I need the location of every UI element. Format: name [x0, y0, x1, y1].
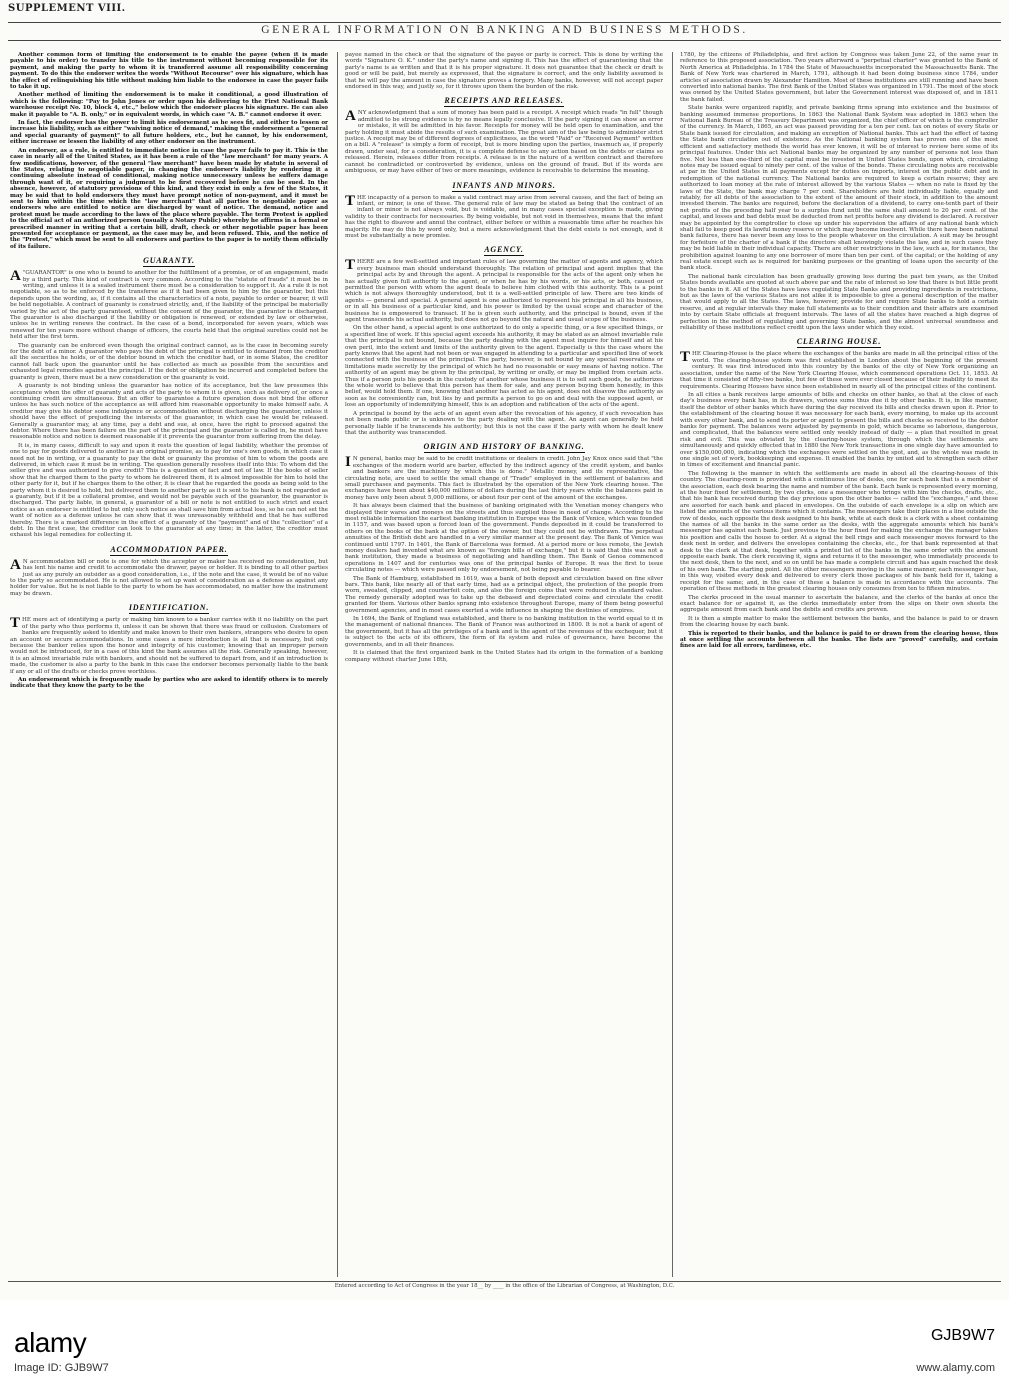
paragraph-text: A principal is bound by the acts of an agent even after the revocation of his agency, if such revocation has not been made public or is unknown to the party dealing with the agent. An agent can generally be held personally liable if he transcends his authority; but this is not the case if the party with whom he dealt knew that the authority was transcended. [345, 410, 663, 436]
paragraph-text: HE mere act of identifying a party or making him known to a banker carries with it no liability on the part of the party who thus performs it, unless it can be shown that there was fraud or collusion. Customers of banks are frequently asked to identify and make known to their own bankers, strangers who desire to open an account or secure accommodations. In some cases a mere introduction is all that is necessary, but only because the banker relies upon the honor and integrity of his customer, knowing that an improper person would not be introduced, for in a case of this kind the bank assumes all the risk. Generally speaking, however, it is an almost invariable rule with bankers, and should not be suffered to depart from, and if an introduction is made, the customer is also a party to the bank in this case the endorser becomes personally liable to the bank if any or all of the drafts or checks prove worthless. [10, 617, 328, 675]
body-paragraph [10, 443, 328, 539]
paragraph-text: The following is the manner in which the settlements are made in about all the clearing-houses of this country. The clearing-room is provided with a continuous line of desks, one for each bank that is a member of the association, each desk bearing the name and number of the bank. Each bank is represented every morning, at the hour fixed for settlement, by two clerks, one a messenger who brings with him the checks, drafts, etc., that his bank has received during the day previous upon the other banks — called the "exchanges," and these are assorted for each bank and placed in envelopes. On the outside of each envelope is a slip on which are listed the amounts of the various items which it contains. The messengers take their places in a line outside the row of desks, each opposite the desk assigned to his bank, while at each desk is a clerk with a sheet containing the names of all the banks in the same order as the desks, with the aggregate amounts which his bank's messenger has against each bank. Just previous to the hour fixed for making the exchange the manager takes his position and calls the house to order. At a signal the bell rings and each messenger moves forward to the desk next in order, and delivers the envelopes containing the checks, etc., for that bank represented at that desk to the clerk at that desk, together with a printed list of the banks in the same order with the amount opposite each bank. The clerk receiving it, signs and returns it to the messenger, who immediately proceeds to the next desk, then to the next, and so on until he has made a complete circuit and has again reached the desk of his own bank. The starting point. All the other messengers moving in the same manner, each messenger has, in this way, visited every desk and delivered to every clerk those packages of his bank held for it, taking a receipt for the same; and, in the case of these a balance is made in accordance with the accounts. The operation of these methods in the greatest clearing houses only consumes from ten to fifteen minutes. [680, 470, 998, 593]
section-heading [10, 256, 328, 265]
paragraph-text: The national bank circulation has been gradually growing less during the past ten years, as the United States bonds available are quoted at such above par and the rate of interest so low that there is but little profit to the banks in it. All of the States have laws regulating State Banks and providing ingredients in restrictions, but as the laws of the various States are not alike it is impossible to give a general description of the matter that would apply to all the States. The laws, however, provide for and require State banks to hold a certain reserve, and at regular intervals they make full statements as to their condition and their affairs are examined into by certain State officials at frequent intervals. The laws of all the states have reached a high degree of perfection in the method of regulating and governing State banks, and the almost universal soundness and reliability of these institutions reflect credit upon the laws under which they exist. [680, 273, 998, 332]
section-heading-text: RECEIPTS AND RELEASES. [444, 96, 564, 106]
drop-initial: A [10, 556, 21, 573]
section-heading [10, 545, 328, 554]
masthead [8, 14, 1001, 50]
section-heading-text: AGENCY. [484, 245, 524, 255]
paragraph-text: On the other hand, a special agent is one authorized to do only a specific thing, or a few specified things, or a specified line of work. If this special agent exceeds his authority, it may be stated as an almost invariable rule that the principal is not bound, because the party dealing with the agent must inquire for himself and at his own peril, into the extent and limits of the authority given to the agent. Especially is this the case where the party knows that the agent had not been or was engaged in attending to a particular and specified line of work connected with the business of the principal. The party, however, is not bound by any special reservations or limitations made secretly by the principal of which he had no reasonable or easy means of having notice. The authority of an agent may be given by the principal, by writing or orally, or may be implied from certain acts. Thus if a person puts his goods in the custody of another whose business it is to sell such goods, he authorizes the whole world to believe that this person has them for sale, and any person buying them honestly, in this belief, would hold them. If one, knowing that another has acted as his agent, does not disavow the authority as soon as he conveniently can, but lies by and permits a person to go on and deal with the supposed agent, or lose an opportunity of indemnifying himself, this is an adoption and ratification of the acts of the agent. [345, 325, 663, 409]
masthead-top-rule [8, 22, 1001, 23]
drop-initial: A [10, 268, 21, 285]
section-heading-text: IDENTIFICATION. [128, 603, 210, 613]
drop-initial: T [10, 615, 21, 632]
paragraph-text: It is claimed that the first organized bank in the United States had its origin in the formation of a banking company without charter June 18th, [345, 650, 663, 663]
section-heading-text: ACCOMMODATION PAPER. [110, 544, 228, 554]
body-paragraph [10, 617, 328, 675]
page-title-text: GENERAL INFORMATION ON BANKING AND BUSINESS METHODS. [253, 24, 755, 36]
paragraph-text: It is then a simple matter to make the settlement between the banks, and the balance is paid to or drawn from the clearing house by each bank. [680, 615, 998, 629]
paragraph-text: Another method of limiting the endorsement is to make it conditional, a good illustration of which is the following: "Pay to John Jones or order upon his delivering to the First National Bank warehouse receipt No. 10, block 4, etc.," below which the endorser places his signature. He can also make it payable to "A. B. only," or in equivalent words, in which case "A. B." cannot endorse it over. [10, 92, 328, 118]
body-paragraph [680, 595, 998, 614]
drop-initial: I [345, 454, 351, 471]
body-paragraph [345, 325, 663, 408]
body-paragraph [10, 677, 328, 690]
paragraph-text: An endorsement which is frequently made by parties who are asked to identify others is to merely indicate that they know the party to be the [10, 676, 328, 690]
copyright-footer: Entered according to Act of Congress in the year 18__ by ____ in the office of the Librarian of Congress, at Washington, D.C. [334, 1283, 675, 1289]
section-heading [10, 603, 328, 612]
column-divider-2 [672, 52, 673, 1277]
body-paragraph [10, 148, 328, 251]
watermark-image-id: GJB9W7 [930, 1327, 995, 1344]
body-paragraph [345, 503, 663, 573]
body-paragraph [680, 631, 998, 650]
body-paragraph [680, 274, 998, 332]
paragraph-text: NY acknowledgment that a sum of money has been paid is a receipt. A receipt which reads "in full" though admitted to be strong evidence is by no means legally conclusive. If the party signing it can show an error or mistake, it will be admitted in his favor. Receipts for money will be held open to examination, and the party holding it must abide the results of such examination. The great aim of the law being to administer strict justice. A receipt may be of different degrees of explicitness, as the word "Paid" or "Received Payment" written on a bill. A "release" is simply a form of receipt, but is more binding upon the parties, inasmuch as, if properly drawn, under seal, for a consideration, it is a complete defense to any action based on the debts or claims so released. Herein, releases differ from receipts. A release is in the nature of a written contract and therefore cannot be contradicted or controverted by evidence, unless on the ground of fraud. But if its words are ambiguous, or may have either of two or more meanings, evidence is receivable to determine the meaning. [345, 110, 663, 175]
section-heading [345, 181, 663, 190]
paragraph-text: In 1694, the Bank of England was established, and there is no banking institution in the world equal to it in the management of national finances. The Bank of France was authorized in 1800. It is not a bank of agent of the government, but it has all the privileges of a bank and is the agent of the revenues of the exchequer, but it is subject to the acts of its officers, the form of its system and rules of governance, have become the governments, and in all their finances. [345, 616, 663, 648]
paragraph-text: "GUARANTOR" is one who is bound to another for the fulfillment of a promise, or of an engagement, made by a third party. This kind of contract is very common. According to the "statute of frauds" it must be in writing, and unless it is a sealed instrument there must be a consideration to support it. As a rule it is not negotiable, so as to be enforced by the transferee as if it had been given to him by the guarantor, but this depends upon the wording, as, if it contains all the characteristics of a note, payable to order or bearer, it will be held negotiable. A contract of guaranty is construed strictly, and, if the liability of the principal be materially varied by the act of the party guaranteed, without the consent of the guarantor, the guarantor is discharged. The guarantor is also discharged if the liability or obligation is renewed, or extended by law or otherwise, unless he in writing renews the contract. In the case of a bond, incorporated for seven years, which was renewed for ten years more without change of officers, the courts held that the original sureties could not be held after the first term. [10, 270, 328, 341]
page-title [8, 24, 1001, 36]
paragraph-text: In all cities a bank receives large amounts of bills and checks on other banks, so that at the close of each day's business every bank has, in its drawers, various sums thus due it by other banks. It is, in like manner, itself the debtor of other banks which have during the day received its bills and checks drawn upon it. Prior to the establishment of the clearing house it was necessary for each bank, every morning, to make up its account with every other bank, and to send its porter or agent to present the bills and checks so received to the debtor banks for payment. The balances were adjusted by payments in gold, which became so laborious, dangerous, and complicated, that the balances were settled only weekly instead of daily — a plan that resulted in great risk and evil. This was obviated by the clearing-house system, through which the settlements are simultaneously and quickly effected that in 1880 the New York transactions in one single day have amounted to over $150,000,000, indicating which the exchanges were settled on the spot, and, as the whole was made in one single set of work, bookkeeping and expense. It enabled the banks by united aid to strengthen each other in times of excitement and financial panic. [680, 391, 998, 469]
paragraph-text: The guaranty can be enforced even though the original contract cannot, as is the case in becoming surety for the debt of a minor. A guarantor who pays the debt of the principal is entitled to demand from the creditor all the securities he holds, or of the debtor bound in which the creditor had, or in some States, the creditor cannot fall back upon the guarantor until he has collected as much as possible from the securities and exhausted legal remedies against the principal. If the debt or obligation be incurred and completed before the guaranty is given, there must be a new consideration or the guaranty is void. [10, 342, 328, 381]
watermark-band [0, 1300, 1009, 1390]
body-paragraph [10, 556, 328, 597]
watermark-logo: alamy [14, 1327, 87, 1358]
paragraph-text: The Bank of Hamburg, established in 1619, was a bank of both deposit and circulation based on fine silver bars. This bank, like nearly all of that early time, had as a principal object, the protection of the people from worn, sweated, clipped, and counterfeit coin, and also the foreign coins that were reduced in standard value. The remedy generally adopted was to take up the debased and depreciated coins and circulate the credit granted for them. Various other banks sprang into existence throughout Europe, many of them being powerful government agencies, and in most cases exerted a wide influence in shaping the destinies of empires. [345, 575, 663, 614]
body-paragraph [680, 351, 998, 389]
drop-initial: T [345, 257, 356, 274]
body-paragraph [10, 343, 328, 381]
watermark-image-id-label: Image ID: GJB9W7 [14, 1362, 109, 1374]
section-heading [345, 442, 663, 451]
paragraph-text: It has always been claimed that the business of banking originated with the Venetian money changers who displayed their wares and moneys on the streets and thus supplied those in need of change. According to the most reliable information the earliest banking institution in Europe was the Bank of Venice, which was founded in 1157, and was based upon a forced loan of the government. Funds deposited in it could be transferred to others on the books of the bank at the option of the owner, but they could not be withdrawn. The perpetual annuities of the British debt are handled in a very similar manner at the present day. The Bank of Venice was continued until 1797. In 1401, the Bank of Barcelona was formed. At a period more or less remote, the Jewish money dealers had invented what are known as "foreign bills of exchange," but it is said that this was not a bank institution, they made a business of negotiating and handling them. The Bank of Genoa commenced operations in 1407 and for centuries was one of the principal banks of Europe. It was the first to issue circulating notes — which were passed only by endorsement, not being payable to bearer. [345, 503, 663, 574]
paragraph-text: 1780, by the citizens of Philadelphia, and first action by Congress was taken June 22, of the same year in reference to this proposed association. Two years afterward a "perpetual charter" was granted to the Bank of North America at Philadelphia. In 1784 the State of Massachusetts incorporated the Massachusetts Bank. The Bank of New York was chartered in March, 1791, although it had been doing business since 1784, under articles of association drawn by Alexander Hamilton. Most of these institutions are still running and have been converted into national banks. The first Bank of the United States was organized in 1791. The most of the stock was owned by the United States government, but later the Government interest was disposed of, and in 1811 the bank failed. [680, 52, 998, 103]
body-paragraph [345, 259, 663, 323]
paragraph-text: It is, in many cases, difficult to say and upon it rests the question of legal liability, whether the promise of one to pay for goods delivered to another is an original promise, as to pay for one's own goods, in which case it need not be in writing, or a guaranty to pay the debt or guaranty the promise of him to whom the goods are delivered, in which case it must be in writing. The question generally resolves itself into this: To whom did the seller give and was authorized to give credit? This is a question of fact and not of law. If the books of seller show that he charged them to the party to whom he delivered them, it is almost impossible for him to hold the other party for it, but if he charges them to the other, it is clear that he regarded the goods as being sold to the party whom it is desired to hold, but delivered them to another party as it is sent to his bank is not regarded as a guaranty, but if it be a collateral promise, and would not be payable such of the guarantor, the guarantor is discharged. The party liable, in general, a guarantor of a bill or note is not entitled to such strict and exact notice as an endorser is entitled to but only such notice as shall save him from actual loss, so he can not set the want of notice as a defense unless he can show that it was unreasonably withheld and that he has suffered thereby. There is a marked difference in the effect of a guaranty of the "payment" and of the "collection" of a debt. In the first case, the creditor can look to the guarantor at any time; in the latter, the creditor must exhaust his legal remedies for collecting it. [10, 442, 328, 539]
paragraph-text: This is reported to their banks, and the balance is paid to or drawn from the clearing house, thus at once settling the accounts between all the banks. The lists are "proved" carefully, and certain fines are laid for all errors, tardiness, etc. [680, 630, 998, 650]
body-paragraph [345, 616, 663, 648]
body-paragraph [345, 650, 663, 663]
paragraph-text: HE Clearing-House is the place where the exchanges of the banks are made in all the principal cities of the world. The clearing-house system was first established in London about the beginning of the present century. It was first introduced into this country by the banks of the city of New York organizing an association, under the name of the New York Clearing House, which commenced operations Oct. 11, 1853. At that time it consisted of fifty-two banks, but few of these were ever closed because of their inability to meet its requirements. Clearing Houses have since been established in nearly all of the principal cities of the continent. [680, 351, 998, 390]
body-paragraph [10, 383, 328, 441]
paragraph-text: payee named in the check or that the signature of the payee or party is correct. This is done by writing the words "Signature O. K." under the party's name and signing it. This has the effect of guaranteeing that the party's name is as written and that it is his proper signature. It does not guarantee that the check or draft is good or will be paid, but merely as expressed, that the signature is correct, and the only liability assumed is that he will pay the amount in case the signature proves a forgery. Many banks, however, will not accept paper endorsed in this way, and justly so, for it throws upon them the burden of the risk. [345, 52, 663, 91]
body-paragraph [345, 576, 663, 614]
drop-initial: T [345, 192, 356, 209]
paragraph-text: N general, banks may be said to be credit institutions or dealers in credit. John Jay Knox once said that "the exchanges of the modern world are barter, effected by the indirect agency of the credit system, and banks and bankers are the machinery by which this is done." Metallic money, and its representative, the circulating note, are used to settle the small change of "Trade" employed in the settlement of balances and small purchases and payments. This fact is illustrated by the operation of the New York clearing house. The exchanges have been about $40,000 millions of dollars during the last thirty years while the balances paid in money have only been about 5,000 millions, or about four per cent of the amount of the exchanges. [345, 456, 663, 501]
column-1 [10, 52, 328, 1277]
body-paragraph [345, 192, 663, 240]
body-paragraph [10, 120, 328, 146]
article-columns [10, 52, 999, 1277]
paragraph-text: The clerks proceed in the usual manner to ascertain the balance, and the clerks of the banks at once the exact balance for or against it, as the clerks immediately enter from the slips on their own sheets the aggregate amount from each bank and the debits and credits are proven. [680, 594, 998, 614]
body-paragraph [680, 105, 998, 272]
section-heading [345, 96, 663, 105]
body-paragraph [680, 616, 998, 629]
section-heading-text: INFANTS AND MINORS. [452, 180, 556, 190]
drop-initial: T [680, 349, 691, 366]
paragraph-text: HE incapacity of a person to make a valid contract may arise from several causes, and the fact of being an infant, or minor, is one of these. The general rule of law may be stated as being that the contract of an infant or minor is not always void, but is voidable, and in many cases special exception is made, giving validity to their contracts for necessaries. By being voidable, but not void in themselves, means that the infant has the right to disavow and annul the contract, either before or within a reasonable time after he reaches his majority. He may do this by word only, but a mere acknowledgment that the debt exists is not enough, and it must be substantially a new promise. [345, 194, 663, 239]
body-paragraph [680, 52, 998, 103]
paragraph-text: State banks were organized rapidly, and private banking firms sprang into existence and the business of banking assumed immense proportions. In 1863 the National Bank System was adopted in 1863 when the National Bank Bureau of the Treasury Department was organized, the chief officer of which is the comptroller of the currency. In March, 1865, an act was passed providing for a ten per cent. tax on notes of every State or State bank issued for circulation, and making an exception of National banks. This act had the effect of taxing the State bank circulation out of existence. As the National banking system has proven one of the most efficient and satisfactory methods the world has ever known, it will be of interest to review here some of its principal features. Under this act National banks may be organized by any number of persons not less than five. Not less than one-third of the capital must be invested in United States bonds, upon which, circulating notes may be issued equal to ninety per cent. of the value of the bonds. These circulating notes are receivable at par in the United States in all payments except for duties on imports, interest on the public debt and in redemption of the national currency. The National banks are required to keep a certain reserve; they are authorized to loan money at the rate of interest allowed by the various States — when no rate is fixed by the laws of the State, the bank may charge 7 per cent. Shareholders are held individually liable, equally and ratably, for all debts of the association to the extent of the amount of their stock, in addition to the amount invested therein. The banks are required, before the declaration of a dividend, to carry one-tenth part of their net profits of the preceding half year to a surplus fund until the same shall amount to 20 per cent. of the capital, and losses and bad debts must be deducted from net profits before any dividend is declared. A receiver may be appointed by the comptroller to close up under his supervision the affairs of any national bank which shall fail to keep good its lawful money reserve or which may become insolvent. While there have been national bank failures, there has never been any loss to the people whatever on the circulation. A suit may be brought for forfeiture of the charter of a bank if the directors shall knowingly violate the law, and in such cases they may be held liable in their individual capacity. There are other restrictions in the law, such as, for instance, the prohibition against loaning to any one borrower of more than ten per cent. of the capital; or the holding of any real estate except such as is required for banking purposes or the granting of loans upon the security of the bank stock. [680, 105, 998, 272]
body-paragraph [680, 471, 998, 593]
column-3 [680, 52, 998, 1277]
drop-initial: A [345, 108, 356, 125]
column-2 [345, 52, 663, 1277]
body-paragraph [345, 110, 663, 174]
supplement-label: SUPPLEMENT VIII. [8, 3, 126, 14]
section-heading [345, 245, 663, 254]
body-paragraph [680, 392, 998, 469]
paragraph-text: HERE are a few well-settled and important rules of law governing the matter of agents and agency, which every business man should understand thoroughly. The relation of principal and agent implies that the principal acts by and through the agent. A principal is responsible for the acts of the agent only when he has actually given full authority to the agent, or when he has by his words, or his acts, or both, caused or permitted the person with whom the agent deals to believe him clothed with this authority. This is a point which is not always thoroughly understood, but it is a well-settled principle of law. There are two kinds of agents — general and special. A general agent is one authorized to represent his principal in all his business, or in all his business of a particular kind, and his power is limited by the usual scope and character of the business he is empowered to transact. If he is given such authority, and the principal is bound, even if the agent transcends his actual authority, but does not go beyond the natural and usual scope of the business. [345, 259, 663, 323]
paragraph-text: A guaranty is not binding unless the guarantor has notice of its acceptance, but the law presumes this acceptance when the offer of guaranty and acts of the party to whom it is given, such as delivery of, or once a continuing credit are simultaneous. But an offer to guarantee a future operation does not bind the offerer unless he has such notice of the acceptance as will afford him reasonable opportunity to make himself safe. A creditor may give his debtor some indulgence or accommodation without discharging the guarantor, unless it should have the effect of prejudicing the interests of the guarantor, in which case he would be released. Generally a guarantor may, at any time, pay a debt and sue, at once, have the right to proceed against the debtor. Where there has been failure on the part of the principal and the guarantor is called in, he must have reasonable notice and notice is deemed reasonable if it prevents the guarantor from suffering from the delay. [10, 383, 328, 441]
section-heading-text: CLEARING HOUSE. [796, 337, 882, 347]
masthead-bottom-rule [8, 40, 1001, 41]
body-paragraph [10, 52, 328, 90]
footer-rule [8, 1281, 1001, 1282]
body-paragraph [345, 52, 663, 90]
body-paragraph [10, 270, 328, 340]
paragraph-text: An endorser, as a rule, is entitled to immediate notice in case the payer fails to pay it. This is the case in nearly all of the United States, as it has been a rule of the "law merchant" for many years. A few modifications, however, of the general "law merchant" have been made by statute in several of the States, relating to negotiable paper, in changing the endorser's liability by rendering it a continuing absolute instead of conditional, making notice unnecessary unless he suffers damage through want of it, or requiring a judgment to be first recovered before he can be sued. In the absence, however, of statutory provisions of this kind, and they exist in only a few of the States, it may be said that to hold endorsers they must have prompt notice of non-payment, and it must be sent to him within the time which the "law merchant" that all parties to negotiable paper as endorsers who are entitled to notice are discharged by want of notice. The demand, notice and protest must be made according to the laws of the place where payable. The term Protest is applied to the official act of an authorized person (usually a Notary Public) whereby he affirms in a formal or prescribed manner in writing that a certain bill, draft, check or other negotiable paper has been presented for acceptance or payment, as the case may be, and been refused. This, and the notice of the "Protest," which must be sent to all endorsers and parties to the paper is to notify them officially of its failure. [10, 147, 328, 250]
body-paragraph [345, 456, 663, 501]
column-divider-1 [337, 52, 338, 1277]
section-heading-text: GUARANTY. [143, 256, 195, 266]
paragraph-text: Another common form of limiting the endorsement is to enable the payee (when it is made payable to his order) to transfer his title to the instrument without becoming responsible for its payment, and making the party to whom it is transferred assume all responsibility concerning payment. To do this the endorser writes the words "Without Recourse" over his signature, which has the effect of relinquishing his title without making him liable to the endorsee in case the payer fails to take it up. [10, 52, 328, 91]
body-paragraph [10, 92, 328, 118]
paragraph-text: In fact, the endorser has the power to limit his endorsement as he sees fit, and either to lessen or increase his liability, such as either "waiving notice of demand," making the endorsement a "general and special guaranty of payment" to all future holders, etc., but he cannot, by his endorsement, either increase or lessen the liability of any other endorser on the instrument. [10, 120, 328, 146]
section-heading [680, 337, 998, 346]
paragraph-text: N accommodation bill or note is one for which the acceptor or maker has received no consideration, but has lent his name and credit to accommodate the drawer, payee or holder. It is binding to all other parties just as any purely an outsider as a good consideration, i.e., if the note and the case, it would be of no value to the party so accommodated. He is not allowed to set up want of consideration as a defense as against any holder for value. But he is not liable to the party to whom he has accommodated, no matter how the instrument may be drawn. [10, 558, 328, 597]
watermark-url: www.alamy.com [916, 1362, 995, 1374]
section-heading-text: ORIGIN AND HISTORY OF BANKING. [423, 442, 585, 452]
body-paragraph [345, 411, 663, 437]
